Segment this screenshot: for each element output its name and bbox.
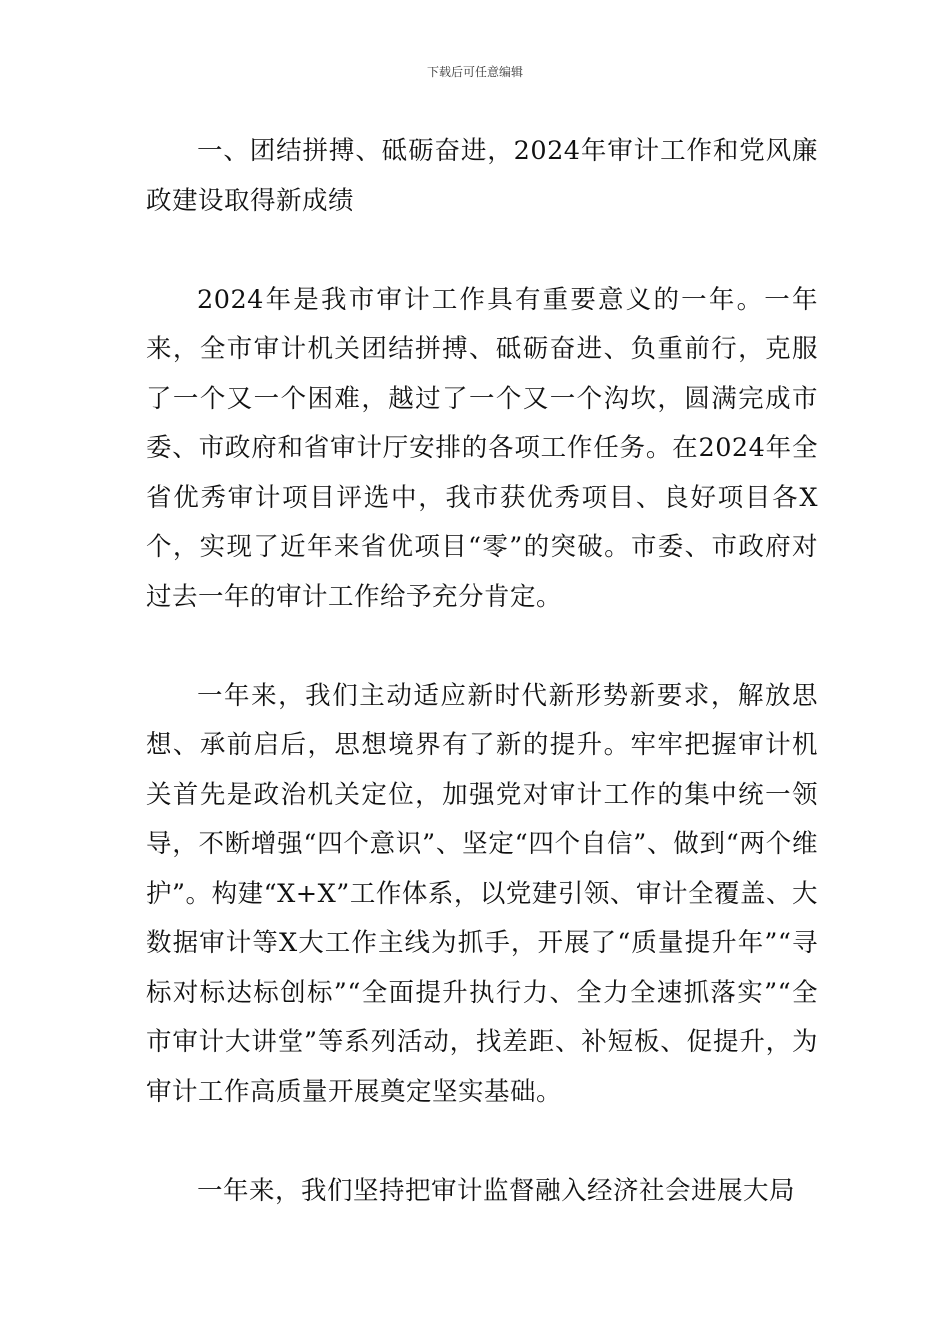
paragraph-3: 一年来，我们坚持把审计监督融入经济社会进展大局 bbox=[197, 1175, 796, 1206]
paragraph-2: 一年来，我们主动适应新时代新形势新要求，解放思想、承前启后，思想境界有了新的提升。牢牢把握审计机关首先是政治机关定位，加强党对审计工作的集中统一领导，不断增强“四个意识”、坚定“四个自信”、做到“两个维护”。构建“X+X”工作体系，以党建引领、审计全覆盖、大数据审计等X大工作主线为抓手，开展了“质量提升年”“寻标对标达标创标”“全面提升执行力、全力全速抓落实”“全市审计大讲堂”等系列活动，找差距、补短板、促提升，为审计工作高质量开展奠定坚实基础。 bbox=[146, 680, 818, 1107]
section-heading: 一、团结拼搏、砥砺奋进，2024年审计工作和党风廉政建设取得新成绩 bbox=[146, 136, 818, 216]
paragraph-1: 2024年是我市审计工作具有重要意义的一年。一年来，全市审计机关团结拼搏、砥砺奋进、负重前行，克服了一个又一个困难，越过了一个又一个沟坎，圆满完成市委、市政府和省审计厅安排的各项工作任务。在2024年全省优秀审计项目评选中，我市获优秀项目、良好项目各X个，实现了近年来省优项目“零”的突破。市委、市政府对过去一年的审计工作给予充分肯定。 bbox=[146, 284, 818, 612]
document-body bbox=[146, 127, 818, 1266]
header-note: 下载后可任意编辑 bbox=[426, 65, 523, 79]
